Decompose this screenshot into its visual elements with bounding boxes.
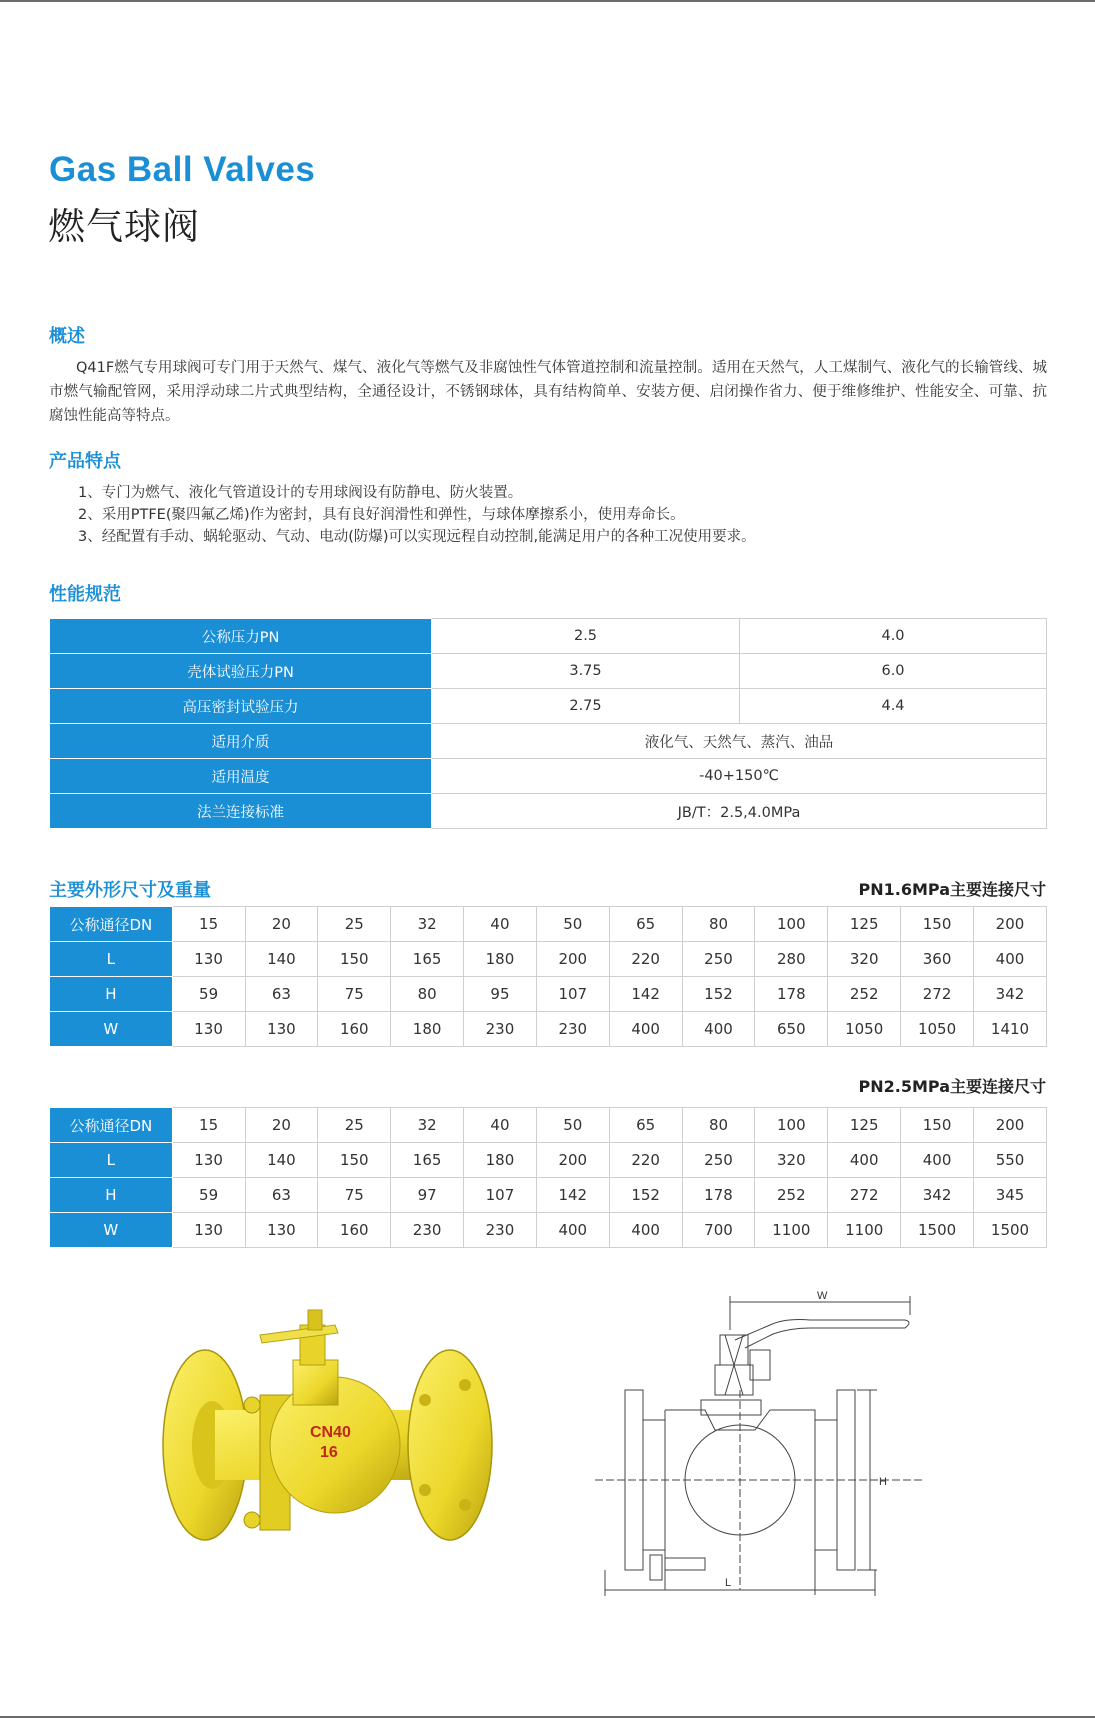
table-cell: 400 bbox=[974, 942, 1047, 977]
valve-marking-2: 16 bbox=[320, 1444, 338, 1461]
table-cell: 130 bbox=[172, 1213, 245, 1248]
spec-table bbox=[49, 618, 1047, 829]
table-row bbox=[50, 1213, 1047, 1248]
table-cell: 63 bbox=[245, 977, 318, 1012]
table-cell: 150 bbox=[901, 907, 974, 942]
row-label: W bbox=[50, 1012, 173, 1047]
spec-label: 高压密封试验压力 bbox=[50, 689, 432, 724]
spec-value: 3.75 bbox=[432, 654, 740, 689]
table-cell: 160 bbox=[318, 1012, 391, 1047]
table-row bbox=[50, 907, 1047, 942]
table-cell: 25 bbox=[318, 907, 391, 942]
table-cell: 400 bbox=[609, 1213, 682, 1248]
table-cell: 130 bbox=[172, 1012, 245, 1047]
spec-label: 适用温度 bbox=[50, 759, 432, 794]
table-cell: 140 bbox=[245, 1143, 318, 1178]
row-label: 公称通径DN bbox=[50, 1108, 173, 1143]
feature-item: 2、采用PTFE(聚四氟乙烯)作为密封，具有良好润滑性和弹性，与球体摩擦系小，使用寿命长。 bbox=[78, 507, 685, 523]
table-cell: 40 bbox=[464, 1108, 537, 1143]
table-cell: 178 bbox=[682, 1178, 755, 1213]
table-cell: 25 bbox=[318, 1108, 391, 1143]
table-cell: 125 bbox=[828, 907, 901, 942]
table-cell: 20 bbox=[245, 907, 318, 942]
table-cell: 550 bbox=[974, 1143, 1047, 1178]
table-cell: 20 bbox=[245, 1108, 318, 1143]
row-label: L bbox=[50, 942, 173, 977]
spec-value: -40+150℃ bbox=[432, 759, 1047, 794]
page-title-cn: 燃气球阀 bbox=[48, 205, 200, 248]
table-cell: 80 bbox=[682, 907, 755, 942]
spec-value: 2.75 bbox=[432, 689, 740, 724]
dim-label-w: W bbox=[817, 1290, 828, 1302]
table-cell: 142 bbox=[536, 1178, 609, 1213]
table-cell: 200 bbox=[536, 1143, 609, 1178]
table-cell: 180 bbox=[464, 1143, 537, 1178]
table-cell: 59 bbox=[172, 977, 245, 1012]
valve-dimension-drawing bbox=[595, 1290, 925, 1600]
table1-title: PN1.6MPa主要连接尺寸 bbox=[858, 880, 1046, 899]
table-cell: 40 bbox=[464, 907, 537, 942]
table-cell: 65 bbox=[609, 1108, 682, 1143]
table-cell: 150 bbox=[318, 1143, 391, 1178]
table-cell: 220 bbox=[609, 1143, 682, 1178]
table-cell: 65 bbox=[609, 907, 682, 942]
table-cell: 400 bbox=[609, 1012, 682, 1047]
table-row bbox=[50, 1178, 1047, 1213]
overview-text: Q41F燃气专用球阀可专门用于天然气、煤气、液化气等燃气及非腐蚀性气体管道控制和流量控制。适用在天然气，人工煤制气、液化气的长输管线、城市燃气输配管网，采用浮动球二片式典型结构，全通径设计，不锈钢球体，具有结构简单、安装方便、启闭操作省力、便于维修维护、性能安全、可靠、抗腐蚀性能高等特点。 bbox=[49, 360, 1047, 424]
table-cell: 75 bbox=[318, 1178, 391, 1213]
table-cell: 1100 bbox=[755, 1213, 828, 1248]
table-cell: 140 bbox=[245, 942, 318, 977]
table-cell: 63 bbox=[245, 1178, 318, 1213]
table-cell: 360 bbox=[901, 942, 974, 977]
spec-value: 液化气、天然气、蒸汽、油品 bbox=[432, 724, 1047, 759]
table-cell: 320 bbox=[755, 1143, 828, 1178]
page-title-en: Gas Ball Valves bbox=[49, 150, 316, 189]
table-cell: 252 bbox=[828, 977, 901, 1012]
table-cell: 59 bbox=[172, 1178, 245, 1213]
table-cell: 1050 bbox=[828, 1012, 901, 1047]
table2-title: PN2.5MPa主要连接尺寸 bbox=[858, 1077, 1046, 1096]
table-cell: 180 bbox=[464, 942, 537, 977]
row-label: L bbox=[50, 1143, 173, 1178]
table-row bbox=[50, 942, 1047, 977]
spec-value: JB/T：2.5,4.0MPa bbox=[432, 794, 1047, 829]
dimension-table-pn25 bbox=[49, 1107, 1047, 1248]
table-cell: 80 bbox=[391, 977, 464, 1012]
feature-item: 3、经配置有手动、蜗轮驱动、气动、电动(防爆)可以实现远程自动控制,能满足用户的各种工况使用要求。 bbox=[78, 529, 756, 545]
table-cell: 230 bbox=[464, 1012, 537, 1047]
table-cell: 400 bbox=[682, 1012, 755, 1047]
dim-label-l: L bbox=[725, 1577, 732, 1589]
table-cell: 50 bbox=[536, 1108, 609, 1143]
table-cell: 345 bbox=[974, 1178, 1047, 1213]
table-cell: 178 bbox=[755, 977, 828, 1012]
spec-value: 4.0 bbox=[740, 619, 1047, 654]
table-cell: 130 bbox=[172, 942, 245, 977]
table-cell: 1100 bbox=[828, 1213, 901, 1248]
table-cell: 320 bbox=[828, 942, 901, 977]
table-row bbox=[50, 1108, 1047, 1143]
table-cell: 107 bbox=[536, 977, 609, 1012]
features-heading: 产品特点 bbox=[49, 451, 121, 472]
spec-value: 4.4 bbox=[740, 689, 1047, 724]
table-cell: 180 bbox=[391, 1012, 464, 1047]
table-cell: 220 bbox=[609, 942, 682, 977]
table-cell: 272 bbox=[828, 1178, 901, 1213]
table-cell: 50 bbox=[536, 907, 609, 942]
table-cell: 400 bbox=[828, 1143, 901, 1178]
table-cell: 130 bbox=[245, 1012, 318, 1047]
feature-item: 1、专门为燃气、液化气管道设计的专用球阀设有防静电、防火装置。 bbox=[78, 485, 523, 501]
table-cell: 97 bbox=[391, 1178, 464, 1213]
table-cell: 200 bbox=[974, 907, 1047, 942]
table-cell: 142 bbox=[609, 977, 682, 1012]
spec-heading: 性能规范 bbox=[49, 584, 121, 605]
table-row bbox=[50, 619, 1047, 654]
table-cell: 150 bbox=[901, 1108, 974, 1143]
valve-photo bbox=[160, 1305, 500, 1595]
row-label: H bbox=[50, 1178, 173, 1213]
table-cell: 342 bbox=[901, 1178, 974, 1213]
table-cell: 250 bbox=[682, 1143, 755, 1178]
table-cell: 272 bbox=[901, 977, 974, 1012]
table-cell: 230 bbox=[536, 1012, 609, 1047]
table-cell: 75 bbox=[318, 977, 391, 1012]
spec-value: 2.5 bbox=[432, 619, 740, 654]
table-cell: 252 bbox=[755, 1178, 828, 1213]
table-cell: 152 bbox=[609, 1178, 682, 1213]
table-cell: 32 bbox=[391, 1108, 464, 1143]
table-row bbox=[50, 689, 1047, 724]
top-border bbox=[0, 0, 1095, 2]
table-cell: 1410 bbox=[974, 1012, 1047, 1047]
spec-label: 壳体试验压力PN bbox=[50, 654, 432, 689]
table-cell: 107 bbox=[464, 1178, 537, 1213]
table-cell: 15 bbox=[172, 1108, 245, 1143]
overview-heading: 概述 bbox=[49, 326, 85, 347]
table-cell: 1500 bbox=[901, 1213, 974, 1248]
table-cell: 1050 bbox=[901, 1012, 974, 1047]
row-label: 公称通径DN bbox=[50, 907, 173, 942]
table-row bbox=[50, 759, 1047, 794]
table-cell: 165 bbox=[391, 942, 464, 977]
table-cell: 280 bbox=[755, 942, 828, 977]
table-row bbox=[50, 654, 1047, 689]
table-cell: 100 bbox=[755, 907, 828, 942]
table-row bbox=[50, 977, 1047, 1012]
table-cell: 230 bbox=[464, 1213, 537, 1248]
table-cell: 200 bbox=[974, 1108, 1047, 1143]
table-cell: 342 bbox=[974, 977, 1047, 1012]
table-cell: 400 bbox=[901, 1143, 974, 1178]
table-row bbox=[50, 1012, 1047, 1047]
table-row bbox=[50, 794, 1047, 829]
table-cell: 250 bbox=[682, 942, 755, 977]
spec-value: 6.0 bbox=[740, 654, 1047, 689]
table-cell: 230 bbox=[391, 1213, 464, 1248]
dimensions-heading: 主要外形尺寸及重量 bbox=[49, 880, 211, 901]
spec-label: 法兰连接标准 bbox=[50, 794, 432, 829]
table-cell: 200 bbox=[536, 942, 609, 977]
table-cell: 130 bbox=[172, 1143, 245, 1178]
dim-label-h: H bbox=[879, 1476, 887, 1488]
dimension-table-pn16 bbox=[49, 906, 1047, 1047]
table-row bbox=[50, 724, 1047, 759]
table-cell: 95 bbox=[464, 977, 537, 1012]
table-cell: 130 bbox=[245, 1213, 318, 1248]
table-cell: 152 bbox=[682, 977, 755, 1012]
spec-label: 公称压力PN bbox=[50, 619, 432, 654]
table-cell: 1500 bbox=[974, 1213, 1047, 1248]
table-cell: 125 bbox=[828, 1108, 901, 1143]
table-cell: 400 bbox=[536, 1213, 609, 1248]
table-cell: 100 bbox=[755, 1108, 828, 1143]
table-cell: 15 bbox=[172, 907, 245, 942]
table-cell: 650 bbox=[755, 1012, 828, 1047]
spec-label: 适用介质 bbox=[50, 724, 432, 759]
table-cell: 160 bbox=[318, 1213, 391, 1248]
table-cell: 32 bbox=[391, 907, 464, 942]
table-cell: 700 bbox=[682, 1213, 755, 1248]
table-row bbox=[50, 1143, 1047, 1178]
features-list bbox=[78, 482, 756, 548]
table-cell: 150 bbox=[318, 942, 391, 977]
table-cell: 80 bbox=[682, 1108, 755, 1143]
valve-marking-1: CN40 bbox=[310, 1424, 351, 1441]
row-label: H bbox=[50, 977, 173, 1012]
row-label: W bbox=[50, 1213, 173, 1248]
table-cell: 165 bbox=[391, 1143, 464, 1178]
